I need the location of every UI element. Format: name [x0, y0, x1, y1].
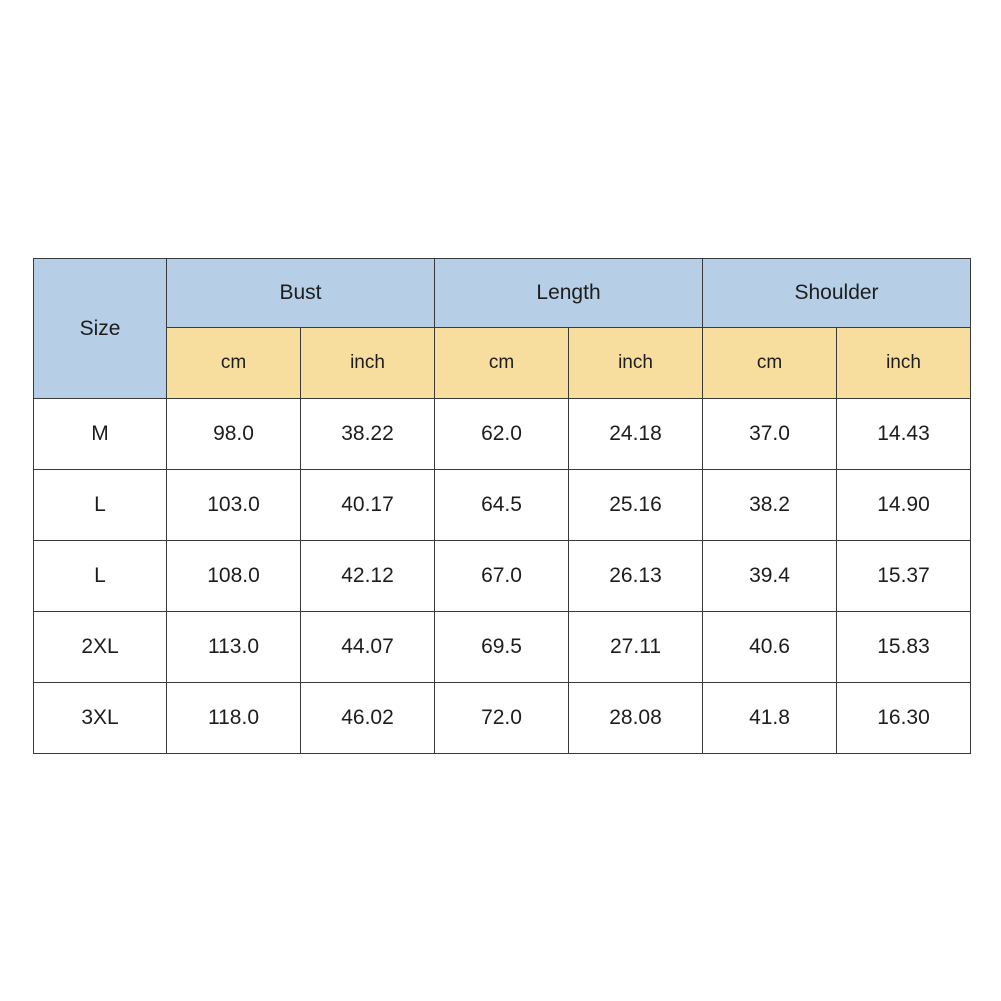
cell-bust-cm: 98.0 [167, 399, 301, 470]
cell-length-inch: 27.11 [569, 612, 703, 683]
cell-bust-cm: 118.0 [167, 683, 301, 754]
table-header [34, 259, 971, 399]
cell-bust-inch: 40.17 [301, 470, 435, 541]
header-group-length: Length [435, 259, 703, 328]
header-bust-inch: inch [301, 328, 435, 399]
header-row-groups [34, 259, 971, 328]
cell-shoulder-inch: 14.43 [837, 399, 971, 470]
cell-length-inch: 24.18 [569, 399, 703, 470]
cell-shoulder-cm: 37.0 [703, 399, 837, 470]
size-chart-table [33, 258, 971, 754]
cell-length-cm: 67.0 [435, 541, 569, 612]
cell-shoulder-inch: 16.30 [837, 683, 971, 754]
size-chart [33, 258, 969, 754]
header-bust-cm: cm [167, 328, 301, 399]
cell-shoulder-inch: 15.83 [837, 612, 971, 683]
header-shoulder-cm: cm [703, 328, 837, 399]
cell-length-cm: 62.0 [435, 399, 569, 470]
cell-shoulder-cm: 39.4 [703, 541, 837, 612]
cell-length-inch: 25.16 [569, 470, 703, 541]
cell-shoulder-inch: 14.90 [837, 470, 971, 541]
cell-length-inch: 26.13 [569, 541, 703, 612]
table-body [34, 399, 971, 754]
table-row [34, 470, 971, 541]
cell-length-cm: 64.5 [435, 470, 569, 541]
cell-length-inch: 28.08 [569, 683, 703, 754]
cell-bust-cm: 113.0 [167, 612, 301, 683]
cell-size: L [34, 541, 167, 612]
cell-size: 2XL [34, 612, 167, 683]
header-size: Size [34, 259, 167, 399]
header-row-units [34, 328, 971, 399]
header-length-cm: cm [435, 328, 569, 399]
cell-size: 3XL [34, 683, 167, 754]
header-group-bust: Bust [167, 259, 435, 328]
table-row [34, 541, 971, 612]
cell-size: L [34, 470, 167, 541]
header-shoulder-inch: inch [837, 328, 971, 399]
table-row [34, 399, 971, 470]
header-length-inch: inch [569, 328, 703, 399]
cell-shoulder-inch: 15.37 [837, 541, 971, 612]
cell-bust-inch: 46.02 [301, 683, 435, 754]
cell-bust-inch: 38.22 [301, 399, 435, 470]
header-group-shoulder: Shoulder [703, 259, 971, 328]
cell-bust-cm: 108.0 [167, 541, 301, 612]
cell-shoulder-cm: 38.2 [703, 470, 837, 541]
cell-length-cm: 72.0 [435, 683, 569, 754]
table-row [34, 683, 971, 754]
table-row [34, 612, 971, 683]
cell-bust-inch: 44.07 [301, 612, 435, 683]
cell-shoulder-cm: 40.6 [703, 612, 837, 683]
cell-bust-inch: 42.12 [301, 541, 435, 612]
cell-size: M [34, 399, 167, 470]
cell-length-cm: 69.5 [435, 612, 569, 683]
cell-shoulder-cm: 41.8 [703, 683, 837, 754]
cell-bust-cm: 103.0 [167, 470, 301, 541]
